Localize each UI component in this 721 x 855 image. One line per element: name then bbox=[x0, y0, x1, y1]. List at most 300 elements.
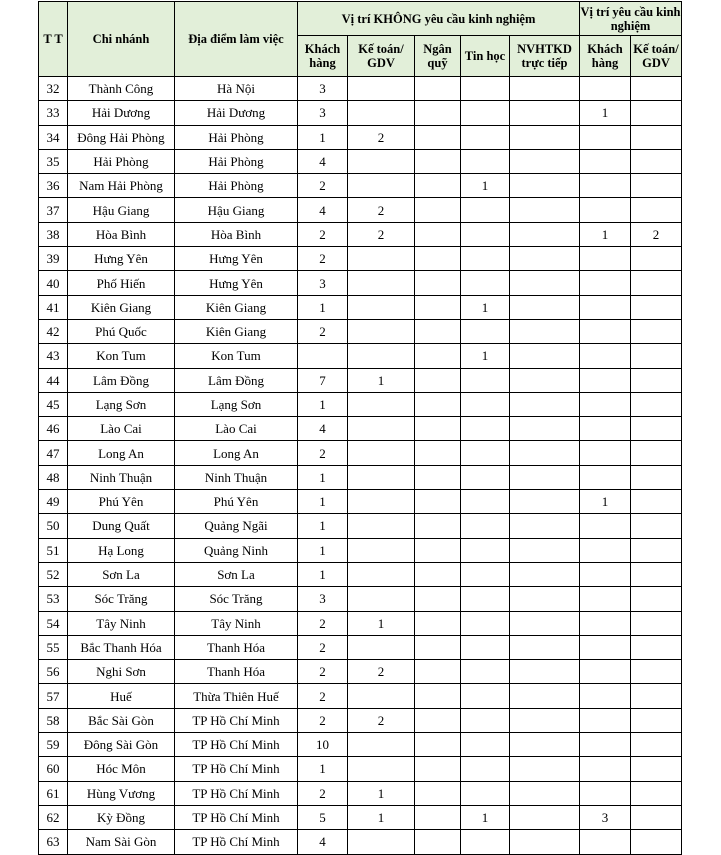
cell-business-support bbox=[510, 684, 580, 708]
cell-customer: 2 bbox=[298, 319, 348, 343]
cell-treasury bbox=[415, 635, 461, 659]
cell-exp-accountant bbox=[631, 174, 682, 198]
cell-customer: 2 bbox=[298, 684, 348, 708]
cell-exp-customer bbox=[580, 830, 631, 854]
cell-tt: 53 bbox=[39, 587, 68, 611]
cell-branch: Dung Quất bbox=[68, 514, 175, 538]
cell-branch: Kon Tum bbox=[68, 344, 175, 368]
header-tt: T T bbox=[39, 2, 68, 77]
cell-it bbox=[461, 417, 510, 441]
cell-accountant: 1 bbox=[348, 368, 415, 392]
cell-accountant: 2 bbox=[348, 198, 415, 222]
cell-branch: Hưng Yên bbox=[68, 247, 175, 271]
cell-exp-customer bbox=[580, 538, 631, 562]
cell-it: 1 bbox=[461, 805, 510, 829]
cell-it bbox=[461, 125, 510, 149]
cell-it bbox=[461, 830, 510, 854]
cell-tt: 41 bbox=[39, 295, 68, 319]
cell-exp-customer bbox=[580, 344, 631, 368]
cell-it bbox=[461, 368, 510, 392]
cell-branch: Hải Phòng bbox=[68, 149, 175, 173]
cell-tt: 47 bbox=[39, 441, 68, 465]
cell-exp-accountant bbox=[631, 417, 682, 441]
cell-business-support bbox=[510, 344, 580, 368]
cell-accountant: 2 bbox=[348, 708, 415, 732]
cell-tt: 39 bbox=[39, 247, 68, 271]
cell-customer: 2 bbox=[298, 660, 348, 684]
cell-exp-customer bbox=[580, 562, 631, 586]
cell-branch: Đông Hải Phòng bbox=[68, 125, 175, 149]
cell-accountant bbox=[348, 392, 415, 416]
cell-branch: Nam Sài Gòn bbox=[68, 830, 175, 854]
cell-branch: Phú Quốc bbox=[68, 319, 175, 343]
cell-tt: 57 bbox=[39, 684, 68, 708]
cell-tt: 44 bbox=[39, 368, 68, 392]
cell-branch: Lạng Sơn bbox=[68, 392, 175, 416]
cell-exp-customer bbox=[580, 271, 631, 295]
cell-it bbox=[461, 392, 510, 416]
cell-branch: Lào Cai bbox=[68, 417, 175, 441]
cell-branch: Bắc Sài Gòn bbox=[68, 708, 175, 732]
cell-tt: 33 bbox=[39, 101, 68, 125]
table-row bbox=[39, 708, 682, 732]
cell-location: Hưng Yên bbox=[175, 247, 298, 271]
cell-location: Hưng Yên bbox=[175, 271, 298, 295]
cell-customer: 3 bbox=[298, 101, 348, 125]
cell-exp-customer bbox=[580, 295, 631, 319]
cell-branch: Kỳ Đồng bbox=[68, 805, 175, 829]
cell-customer: 2 bbox=[298, 222, 348, 246]
cell-branch: Sóc Trăng bbox=[68, 587, 175, 611]
cell-business-support bbox=[510, 830, 580, 854]
cell-business-support bbox=[510, 708, 580, 732]
cell-business-support bbox=[510, 733, 580, 757]
table-row bbox=[39, 417, 682, 441]
cell-business-support bbox=[510, 222, 580, 246]
cell-location: Hòa Bình bbox=[175, 222, 298, 246]
cell-it bbox=[461, 562, 510, 586]
cell-location: TP Hồ Chí Minh bbox=[175, 830, 298, 854]
cell-exp-accountant bbox=[631, 805, 682, 829]
cell-branch: Phú Yên bbox=[68, 490, 175, 514]
cell-branch: Huế bbox=[68, 684, 175, 708]
cell-location: Hà Nội bbox=[175, 77, 298, 101]
cell-accountant bbox=[348, 271, 415, 295]
header-customer: Khách hàng bbox=[298, 36, 348, 77]
cell-branch: Hải Dương bbox=[68, 101, 175, 125]
cell-exp-customer bbox=[580, 77, 631, 101]
cell-location: Quảng Ninh bbox=[175, 538, 298, 562]
cell-business-support bbox=[510, 660, 580, 684]
cell-accountant bbox=[348, 562, 415, 586]
table-row bbox=[39, 368, 682, 392]
cell-business-support bbox=[510, 77, 580, 101]
cell-exp-accountant bbox=[631, 392, 682, 416]
cell-treasury bbox=[415, 465, 461, 489]
cell-it bbox=[461, 465, 510, 489]
cell-accountant: 1 bbox=[348, 611, 415, 635]
table-row bbox=[39, 344, 682, 368]
cell-accountant bbox=[348, 514, 415, 538]
table-row bbox=[39, 465, 682, 489]
cell-location: TP Hồ Chí Minh bbox=[175, 757, 298, 781]
cell-it bbox=[461, 708, 510, 732]
cell-accountant bbox=[348, 174, 415, 198]
cell-it bbox=[461, 319, 510, 343]
table-row bbox=[39, 149, 682, 173]
cell-exp-accountant bbox=[631, 465, 682, 489]
cell-accountant bbox=[348, 149, 415, 173]
cell-tt: 56 bbox=[39, 660, 68, 684]
cell-business-support bbox=[510, 757, 580, 781]
cell-it bbox=[461, 660, 510, 684]
cell-accountant: 2 bbox=[348, 222, 415, 246]
cell-location: TP Hồ Chí Minh bbox=[175, 733, 298, 757]
cell-exp-customer bbox=[580, 368, 631, 392]
cell-accountant: 2 bbox=[348, 125, 415, 149]
cell-customer: 4 bbox=[298, 149, 348, 173]
cell-location: Ninh Thuận bbox=[175, 465, 298, 489]
cell-exp-customer: 1 bbox=[580, 222, 631, 246]
cell-tt: 54 bbox=[39, 611, 68, 635]
cell-accountant: 1 bbox=[348, 781, 415, 805]
cell-it bbox=[461, 757, 510, 781]
cell-exp-accountant bbox=[631, 149, 682, 173]
cell-accountant bbox=[348, 77, 415, 101]
cell-tt: 63 bbox=[39, 830, 68, 854]
cell-treasury bbox=[415, 319, 461, 343]
cell-accountant bbox=[348, 684, 415, 708]
cell-customer: 2 bbox=[298, 708, 348, 732]
cell-tt: 60 bbox=[39, 757, 68, 781]
table-row bbox=[39, 684, 682, 708]
cell-it: 1 bbox=[461, 344, 510, 368]
cell-it: 1 bbox=[461, 174, 510, 198]
cell-exp-accountant bbox=[631, 684, 682, 708]
cell-customer: 7 bbox=[298, 368, 348, 392]
cell-location: Kiên Giang bbox=[175, 319, 298, 343]
cell-it bbox=[461, 684, 510, 708]
cell-business-support bbox=[510, 635, 580, 659]
cell-it bbox=[461, 247, 510, 271]
header-branch: Chi nhánh bbox=[68, 2, 175, 77]
cell-customer: 2 bbox=[298, 441, 348, 465]
cell-exp-customer bbox=[580, 247, 631, 271]
cell-treasury bbox=[415, 538, 461, 562]
cell-treasury bbox=[415, 562, 461, 586]
cell-location: Thanh Hóa bbox=[175, 660, 298, 684]
cell-location: Lạng Sơn bbox=[175, 392, 298, 416]
cell-exp-accountant bbox=[631, 125, 682, 149]
cell-accountant bbox=[348, 490, 415, 514]
cell-tt: 40 bbox=[39, 271, 68, 295]
table-row bbox=[39, 660, 682, 684]
table-row bbox=[39, 490, 682, 514]
cell-branch: Hóc Môn bbox=[68, 757, 175, 781]
cell-location: Sóc Trăng bbox=[175, 587, 298, 611]
cell-exp-accountant bbox=[631, 101, 682, 125]
cell-accountant bbox=[348, 417, 415, 441]
header-it: Tin học bbox=[461, 36, 510, 77]
cell-treasury bbox=[415, 708, 461, 732]
cell-branch: Tây Ninh bbox=[68, 611, 175, 635]
cell-treasury bbox=[415, 149, 461, 173]
cell-tt: 62 bbox=[39, 805, 68, 829]
cell-treasury bbox=[415, 417, 461, 441]
cell-tt: 61 bbox=[39, 781, 68, 805]
header-location: Địa điểm làm việc bbox=[175, 2, 298, 77]
cell-location: Lào Cai bbox=[175, 417, 298, 441]
cell-exp-accountant bbox=[631, 757, 682, 781]
cell-location: Kon Tum bbox=[175, 344, 298, 368]
cell-exp-accountant bbox=[631, 198, 682, 222]
cell-branch: Ninh Thuận bbox=[68, 465, 175, 489]
cell-customer: 1 bbox=[298, 465, 348, 489]
cell-exp-accountant bbox=[631, 611, 682, 635]
cell-it bbox=[461, 77, 510, 101]
cell-location: TP Hồ Chí Minh bbox=[175, 708, 298, 732]
cell-treasury bbox=[415, 781, 461, 805]
cell-treasury bbox=[415, 587, 461, 611]
cell-exp-accountant: 2 bbox=[631, 222, 682, 246]
cell-accountant bbox=[348, 101, 415, 125]
cell-location: Quảng Ngãi bbox=[175, 514, 298, 538]
cell-business-support bbox=[510, 247, 580, 271]
table-row bbox=[39, 441, 682, 465]
table-row bbox=[39, 805, 682, 829]
cell-branch: Đông Sài Gòn bbox=[68, 733, 175, 757]
cell-exp-accountant bbox=[631, 538, 682, 562]
cell-exp-accountant bbox=[631, 368, 682, 392]
cell-branch: Kiên Giang bbox=[68, 295, 175, 319]
cell-exp-accountant bbox=[631, 514, 682, 538]
cell-business-support bbox=[510, 611, 580, 635]
cell-treasury bbox=[415, 174, 461, 198]
table-row bbox=[39, 757, 682, 781]
header-group-experience: Vị trí yêu cầu kinh nghiệm bbox=[580, 2, 682, 36]
cell-it bbox=[461, 222, 510, 246]
cell-treasury bbox=[415, 830, 461, 854]
cell-customer: 2 bbox=[298, 174, 348, 198]
cell-location: Lâm Đồng bbox=[175, 368, 298, 392]
cell-exp-customer bbox=[580, 174, 631, 198]
cell-exp-customer bbox=[580, 684, 631, 708]
cell-exp-customer bbox=[580, 781, 631, 805]
cell-tt: 43 bbox=[39, 344, 68, 368]
cell-branch: Thành Công bbox=[68, 77, 175, 101]
cell-customer: 3 bbox=[298, 271, 348, 295]
cell-branch: Nghi Sơn bbox=[68, 660, 175, 684]
cell-exp-accountant bbox=[631, 587, 682, 611]
cell-it bbox=[461, 733, 510, 757]
cell-treasury bbox=[415, 222, 461, 246]
cell-accountant bbox=[348, 733, 415, 757]
cell-exp-accountant bbox=[631, 490, 682, 514]
cell-tt: 36 bbox=[39, 174, 68, 198]
cell-customer: 1 bbox=[298, 562, 348, 586]
cell-location: Phú Yên bbox=[175, 490, 298, 514]
cell-accountant bbox=[348, 587, 415, 611]
cell-customer: 1 bbox=[298, 125, 348, 149]
cell-it bbox=[461, 635, 510, 659]
header-group-no-experience: Vị trí KHÔNG yêu cầu kinh nghiệm bbox=[298, 2, 580, 36]
cell-customer: 1 bbox=[298, 538, 348, 562]
cell-exp-accountant bbox=[631, 781, 682, 805]
cell-branch: Phố Hiến bbox=[68, 271, 175, 295]
cell-treasury bbox=[415, 684, 461, 708]
cell-location: Thanh Hóa bbox=[175, 635, 298, 659]
cell-exp-accountant bbox=[631, 562, 682, 586]
cell-business-support bbox=[510, 271, 580, 295]
cell-business-support bbox=[510, 587, 580, 611]
cell-exp-customer bbox=[580, 125, 631, 149]
cell-location: Hải Phòng bbox=[175, 149, 298, 173]
cell-it bbox=[461, 587, 510, 611]
cell-treasury bbox=[415, 247, 461, 271]
cell-business-support bbox=[510, 149, 580, 173]
cell-accountant bbox=[348, 830, 415, 854]
header-exp-accountant: Kế toán/ GDV bbox=[631, 36, 682, 77]
cell-tt: 50 bbox=[39, 514, 68, 538]
cell-customer: 2 bbox=[298, 781, 348, 805]
cell-business-support bbox=[510, 198, 580, 222]
header-accountant: Kế toán/ GDV bbox=[348, 36, 415, 77]
cell-tt: 34 bbox=[39, 125, 68, 149]
cell-tt: 59 bbox=[39, 733, 68, 757]
table-row bbox=[39, 247, 682, 271]
cell-business-support bbox=[510, 514, 580, 538]
cell-business-support bbox=[510, 465, 580, 489]
cell-it bbox=[461, 514, 510, 538]
cell-exp-accountant bbox=[631, 635, 682, 659]
header-exp-customer: Khách hàng bbox=[580, 36, 631, 77]
cell-treasury bbox=[415, 368, 461, 392]
cell-exp-accountant bbox=[631, 660, 682, 684]
cell-exp-customer bbox=[580, 733, 631, 757]
table-row bbox=[39, 538, 682, 562]
cell-customer: 1 bbox=[298, 295, 348, 319]
cell-treasury bbox=[415, 611, 461, 635]
cell-exp-customer bbox=[580, 635, 631, 659]
cell-treasury bbox=[415, 733, 461, 757]
cell-exp-customer bbox=[580, 441, 631, 465]
cell-exp-customer: 3 bbox=[580, 805, 631, 829]
cell-tt: 55 bbox=[39, 635, 68, 659]
header-treasury: Ngân quỹ bbox=[415, 36, 461, 77]
cell-tt: 52 bbox=[39, 562, 68, 586]
table-row bbox=[39, 781, 682, 805]
cell-location: TP Hồ Chí Minh bbox=[175, 781, 298, 805]
cell-exp-accountant bbox=[631, 830, 682, 854]
table-row bbox=[39, 587, 682, 611]
cell-location: Long An bbox=[175, 441, 298, 465]
cell-business-support bbox=[510, 441, 580, 465]
cell-exp-accountant bbox=[631, 247, 682, 271]
cell-exp-customer bbox=[580, 465, 631, 489]
cell-branch: Hạ Long bbox=[68, 538, 175, 562]
cell-branch: Nam Hải Phòng bbox=[68, 174, 175, 198]
cell-customer: 10 bbox=[298, 733, 348, 757]
cell-business-support bbox=[510, 417, 580, 441]
cell-accountant bbox=[348, 538, 415, 562]
cell-exp-accountant bbox=[631, 295, 682, 319]
cell-location: TP Hồ Chí Minh bbox=[175, 805, 298, 829]
cell-accountant bbox=[348, 319, 415, 343]
cell-it bbox=[461, 198, 510, 222]
cell-treasury bbox=[415, 125, 461, 149]
cell-business-support bbox=[510, 538, 580, 562]
cell-tt: 45 bbox=[39, 392, 68, 416]
cell-exp-customer bbox=[580, 417, 631, 441]
cell-customer: 1 bbox=[298, 514, 348, 538]
cell-customer: 2 bbox=[298, 611, 348, 635]
cell-location: Thừa Thiên Huế bbox=[175, 684, 298, 708]
cell-customer: 2 bbox=[298, 635, 348, 659]
cell-exp-customer bbox=[580, 660, 631, 684]
cell-customer: 4 bbox=[298, 417, 348, 441]
cell-accountant bbox=[348, 295, 415, 319]
cell-it bbox=[461, 538, 510, 562]
cell-branch: Lâm Đồng bbox=[68, 368, 175, 392]
cell-business-support bbox=[510, 101, 580, 125]
cell-location: Sơn La bbox=[175, 562, 298, 586]
table-row bbox=[39, 611, 682, 635]
cell-exp-accountant bbox=[631, 733, 682, 757]
recruitment-table bbox=[38, 1, 682, 855]
cell-exp-accountant bbox=[631, 319, 682, 343]
cell-tt: 46 bbox=[39, 417, 68, 441]
cell-accountant bbox=[348, 635, 415, 659]
cell-exp-customer bbox=[580, 319, 631, 343]
cell-it: 1 bbox=[461, 295, 510, 319]
cell-exp-accountant bbox=[631, 77, 682, 101]
cell-exp-customer bbox=[580, 587, 631, 611]
cell-exp-customer bbox=[580, 149, 631, 173]
cell-accountant: 1 bbox=[348, 805, 415, 829]
cell-branch: Long An bbox=[68, 441, 175, 465]
cell-customer: 3 bbox=[298, 77, 348, 101]
cell-location: Tây Ninh bbox=[175, 611, 298, 635]
header-business-support: NVHTKD trực tiếp bbox=[510, 36, 580, 77]
cell-location: Kiên Giang bbox=[175, 295, 298, 319]
cell-treasury bbox=[415, 757, 461, 781]
cell-it bbox=[461, 101, 510, 125]
cell-customer bbox=[298, 344, 348, 368]
cell-treasury bbox=[415, 344, 461, 368]
table-row bbox=[39, 222, 682, 246]
cell-treasury bbox=[415, 101, 461, 125]
table-row bbox=[39, 392, 682, 416]
cell-it bbox=[461, 271, 510, 295]
cell-accountant bbox=[348, 441, 415, 465]
cell-business-support bbox=[510, 319, 580, 343]
cell-treasury bbox=[415, 441, 461, 465]
cell-tt: 37 bbox=[39, 198, 68, 222]
cell-tt: 32 bbox=[39, 77, 68, 101]
cell-customer: 5 bbox=[298, 805, 348, 829]
cell-location: Hải Phòng bbox=[175, 125, 298, 149]
table-row bbox=[39, 174, 682, 198]
table-row bbox=[39, 733, 682, 757]
cell-exp-accountant bbox=[631, 344, 682, 368]
table-row bbox=[39, 77, 682, 101]
cell-customer: 1 bbox=[298, 490, 348, 514]
cell-branch: Bắc Thanh Hóa bbox=[68, 635, 175, 659]
cell-business-support bbox=[510, 125, 580, 149]
table-row bbox=[39, 319, 682, 343]
cell-location: Hải Phòng bbox=[175, 174, 298, 198]
cell-it bbox=[461, 611, 510, 635]
